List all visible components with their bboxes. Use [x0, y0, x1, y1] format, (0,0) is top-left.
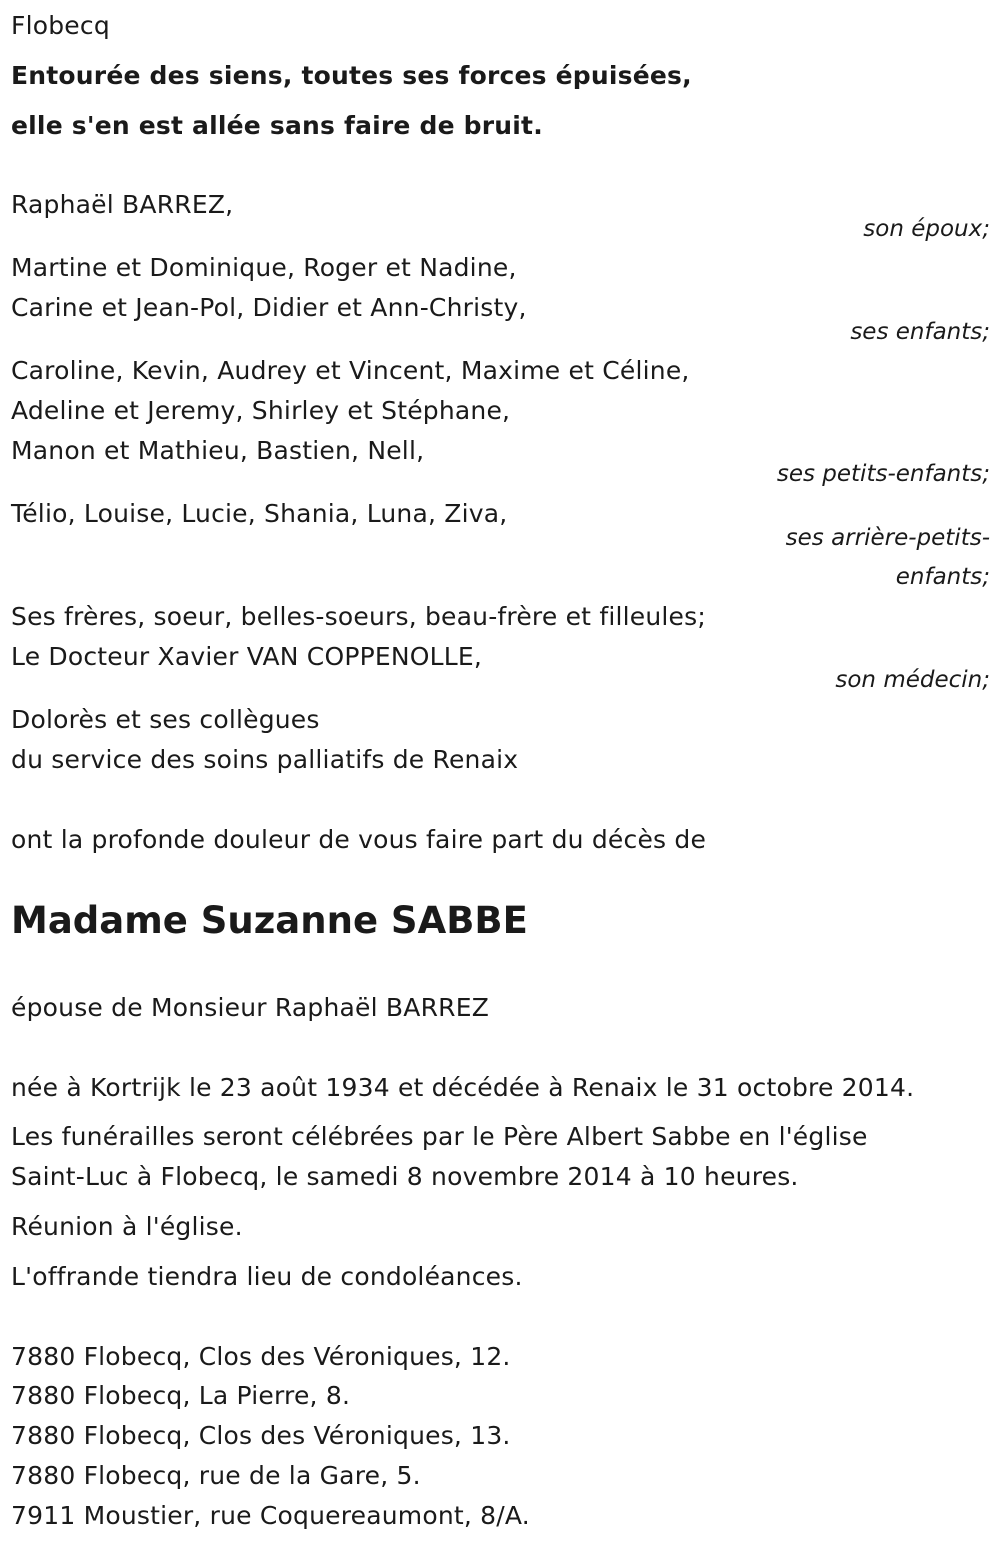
great-grandchildren-relation-2: enfants;	[895, 564, 990, 590]
offering-line: L'offrande tiendra lieu de condoléances.	[11, 1262, 523, 1291]
birth-death-line: née à Kortrijk le 23 août 1934 et décédée à Renaix le 31 octobre 2014.	[11, 1073, 915, 1102]
spouse-name: Raphaël BARREZ,	[11, 190, 234, 219]
doctor-relation: son médecin;	[835, 667, 990, 693]
address-line-1: 7880 Flobecq, Clos des Véroniques, 12.	[11, 1342, 511, 1371]
funeral-line-2: Saint-Luc à Flobecq, le samedi 8 novembre 2014 à 10 heures.	[11, 1162, 799, 1191]
spouse-relation: son époux;	[863, 216, 990, 242]
siblings-line: Ses frères, soeur, belles-soeurs, beau-frère et filleules;	[11, 602, 706, 631]
deceased-name: Madame Suzanne SABBE	[11, 899, 528, 942]
grandchildren-relation: ses petits-enfants;	[776, 461, 990, 487]
grandchildren-line-2: Adeline et Jeremy, Shirley et Stéphane,	[11, 396, 511, 425]
children-line-1: Martine et Dominique, Roger et Nadine,	[11, 253, 517, 282]
children-relation: ses enfants;	[850, 319, 990, 345]
address-line-2: 7880 Flobecq, La Pierre, 8.	[11, 1381, 351, 1410]
place-line: Flobecq	[11, 11, 110, 40]
doctor-name: Le Docteur Xavier VAN COPPENOLLE,	[11, 642, 483, 671]
care-line-2: du service des soins palliatifs de Renaix	[11, 745, 519, 774]
grandchildren-line-3: Manon et Mathieu, Bastien, Nell,	[11, 436, 425, 465]
great-grandchildren-line: Télio, Louise, Lucie, Shania, Luna, Ziva,	[11, 499, 508, 528]
grandchildren-line-1: Caroline, Kevin, Audrey et Vincent, Maxime et Céline,	[11, 356, 690, 385]
address-line-5: 7911 Moustier, rue Coquereaumont, 8/A.	[11, 1501, 530, 1530]
children-line-2: Carine et Jean-Pol, Didier et Ann-Christy,	[11, 293, 527, 322]
spouse-of-line: épouse de Monsieur Raphaël BARREZ	[11, 993, 490, 1022]
address-line-4: 7880 Flobecq, rue de la Gare, 5.	[11, 1461, 421, 1490]
funeral-line-1: Les funérailles seront célébrées par le Père Albert Sabbe en l'église	[11, 1122, 868, 1151]
announcement-line: ont la profonde douleur de vous faire part du décès de	[11, 825, 707, 854]
intro-line-2: elle s'en est allée sans faire de bruit.	[11, 111, 543, 140]
great-grandchildren-relation-1: ses arrière-petits-	[785, 525, 990, 551]
care-line-1: Dolorès et ses collègues	[11, 705, 320, 734]
intro-line-1: Entourée des siens, toutes ses forces épuisées,	[11, 61, 692, 90]
address-line-3: 7880 Flobecq, Clos des Véroniques, 13.	[11, 1421, 511, 1450]
meeting-line: Réunion à l'église.	[11, 1212, 243, 1241]
